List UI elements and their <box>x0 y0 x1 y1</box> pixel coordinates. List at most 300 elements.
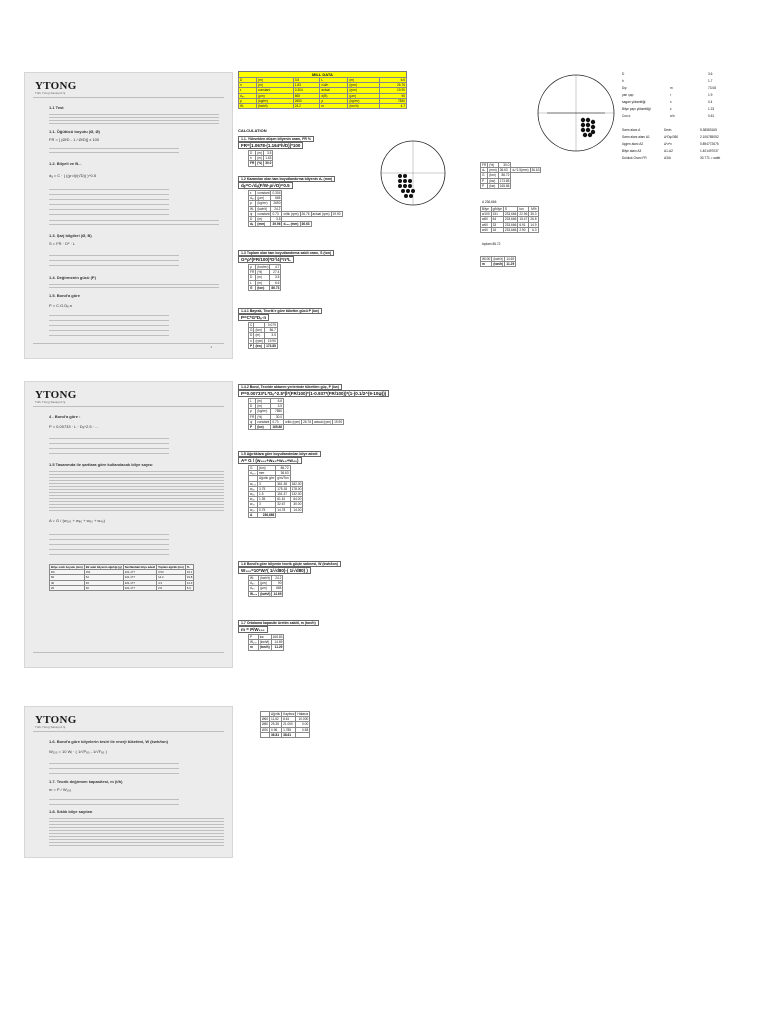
table-row <box>261 717 310 722</box>
table-cell: (kw) <box>488 183 498 188</box>
table-cell: Hatasız <box>297 712 309 716</box>
table-cell: actual <box>320 88 348 93</box>
table-row <box>249 151 273 156</box>
table-cell: Ağırlık g/m <box>259 476 275 481</box>
logo-subtitle: Türk Ytong Sanayi A.Ş. <box>35 400 66 404</box>
table-cell: 86.7 <box>265 328 278 333</box>
table-cell: w60 <box>481 222 492 227</box>
table-cell: (m) <box>257 151 263 155</box>
table-cell: 14.69 <box>271 640 284 645</box>
table-cell: (kw) <box>488 178 498 183</box>
table-cell: 7850 <box>380 98 407 103</box>
table-cell: L <box>249 399 256 404</box>
scanned-document-page-1 <box>24 72 233 359</box>
table-cell: (μm) <box>257 93 294 98</box>
table-cell: Wᵢ <box>239 104 257 109</box>
table-cell: d₈₀ <box>249 586 259 591</box>
table-cell: w₁₀₀ <box>250 481 257 486</box>
mill-data-title: MILL DATA <box>238 71 407 79</box>
table-cell: 32.67 <box>276 502 290 507</box>
section-table <box>248 190 343 227</box>
table-cell: (kwh/t) <box>256 206 271 211</box>
table-cell: 0.73 <box>271 419 284 424</box>
table-cell: constant <box>257 88 294 93</box>
table-cell: 4.7 <box>270 265 281 270</box>
table-cell: 1.35 <box>258 497 276 502</box>
table-cell: 21.000 <box>282 722 296 727</box>
table-cell: actual (rpm) <box>312 211 330 216</box>
table-row <box>249 645 284 650</box>
table-cell: 30.00 <box>290 502 303 507</box>
calc-cell: 0.894772675 <box>700 142 719 146</box>
table-cell: ε <box>239 88 257 93</box>
table-cell: 36.63 <box>301 222 310 227</box>
param-cell: 1.23 <box>708 107 715 111</box>
scanned-document-page-2 <box>24 381 233 668</box>
table-cell: 3.5 <box>271 217 282 222</box>
table-cell: m <box>320 104 348 109</box>
table-cell: P <box>481 183 488 188</box>
section-heading: 4 - Bond'a göre : <box>49 414 81 419</box>
table-cell: 665 <box>271 196 282 201</box>
calc-cell: A3/A <box>664 156 671 160</box>
table-cell: 10.000 <box>296 717 310 722</box>
table-cell: Ağırlık <box>271 712 281 716</box>
table-cell: (kw) <box>254 343 265 348</box>
table-cell: critic (rpm) <box>283 211 299 216</box>
section-heading: 1.5. Bond'a göre <box>49 293 80 298</box>
table-cell: D <box>249 217 256 222</box>
section-heading: 1.2. Bilyeli ve B... <box>49 161 82 166</box>
calc-cell: 1.401497037 <box>700 149 719 153</box>
table-cell: 0.73 <box>271 211 282 216</box>
table-cell: ρ <box>249 409 256 414</box>
table-cell: 27.4 <box>270 270 281 275</box>
table-cell: 36.81 <box>270 732 282 737</box>
table-cell: 90 <box>272 581 283 586</box>
table-cell: 173.85 <box>266 343 276 348</box>
table-cell: 0.75 <box>258 507 276 512</box>
section-table <box>248 322 278 349</box>
table-cell: FR <box>250 270 255 275</box>
table-cell: 7850 <box>271 409 284 414</box>
table-cell: 16 <box>491 227 503 232</box>
table-cell: P <box>250 343 253 348</box>
table-cell: (ton) <box>254 328 265 333</box>
table-cell: L <box>320 78 348 83</box>
table-cell: W₁₀₀ <box>250 591 258 596</box>
calc-cell: 30.771 = sabit <box>700 156 721 160</box>
table-cell: FR <box>250 414 255 419</box>
table-cell: 236,666 <box>258 512 276 517</box>
table-cell: (kg/m³) <box>348 98 380 103</box>
section-heading: 1.5 Ağırlıklara göre boyutlandırılan bilye adedi <box>238 451 321 457</box>
table-cell: 64 <box>491 217 503 222</box>
table-cell: (kg/m³) <box>256 409 271 414</box>
table-cell: P <box>481 178 488 183</box>
table-cell: 0.304 <box>293 88 320 93</box>
param-cell: 1.7 <box>708 79 713 83</box>
table-cell: Bilye <box>481 207 492 212</box>
table-cell: (ton) <box>488 173 498 178</box>
table-cell: actual (rpm) <box>314 419 332 424</box>
table-cell: 22.96 <box>519 212 528 217</box>
param-cell: 0.4 <box>708 100 713 104</box>
section-table <box>248 398 344 430</box>
mill-data-table <box>238 77 407 109</box>
table-cell: 6.6 <box>270 280 281 285</box>
total-row: toplam 86.72 <box>482 242 501 246</box>
table-cell: constant <box>257 211 270 216</box>
table-cell: (m) <box>254 333 265 338</box>
ball-count-value: A 236,666 <box>482 200 497 204</box>
table-cell: (%) <box>256 270 270 275</box>
table-cell: 36.63 <box>276 471 290 476</box>
table-cell: 182.00 <box>291 481 302 486</box>
table-cell: 0.079 <box>265 323 278 328</box>
table-cell: w₄₀ <box>249 497 258 502</box>
table-cell: (mm) <box>489 168 497 173</box>
table-cell: (rpm) <box>255 338 264 343</box>
table-cell: (kwh/t) <box>493 257 503 261</box>
table-cell: (μm) <box>259 586 272 591</box>
table-cell: d₂₀₀ <box>250 471 256 476</box>
ball-size-table <box>260 711 310 738</box>
table-cell: d₈₀ <box>239 93 257 98</box>
table-cell: G <box>249 285 256 290</box>
table-cell: 2650 <box>271 201 282 206</box>
table-cell: 3.75 <box>258 486 276 491</box>
section-table <box>248 634 284 651</box>
table-cell: 0.96 <box>270 727 282 732</box>
table-cell: 11.62 <box>270 717 282 722</box>
table-cell: (rpm) <box>348 88 380 93</box>
table-cell: Ø80 <box>262 722 269 727</box>
table-cell: m <box>481 262 492 267</box>
table-cell: 132.00 <box>291 492 302 497</box>
table-cell: L <box>249 280 256 285</box>
section-formula: G=ρ*(FR/100)*D²/4)*π*L <box>238 256 294 263</box>
table-row <box>249 343 278 348</box>
table-cell: (mm) <box>256 222 271 227</box>
formula: P = C.G.Dₑ.n <box>49 303 73 308</box>
table-cell: (ton/m³) <box>257 265 269 269</box>
calc-cell: 2.106785052 <box>700 135 719 139</box>
calc-cell: Δ*Dψ/360 <box>664 135 679 139</box>
table-cell: ton <box>518 207 529 212</box>
table-cell: ρ <box>320 98 348 103</box>
table-cell: 165.86 <box>499 183 510 188</box>
table-cell: (ton/h) <box>348 104 380 109</box>
table-cell: 173.85 <box>499 178 510 183</box>
table-cell: dₑ*1.5(mm) <box>512 168 529 173</box>
table-cell: 1.83 <box>293 83 320 88</box>
table-cell: 86.72 <box>498 173 511 178</box>
table-cell: (μm) <box>259 581 272 586</box>
table-cell: 11.29 <box>271 645 284 650</box>
section-heading: 1.2 Kazanılan olan tam boyutlandırma bilyenin d₈ (mm) <box>238 176 335 182</box>
table-cell: 14.69 <box>506 257 515 261</box>
table-cell: 11.29 <box>506 262 515 267</box>
section-table <box>248 575 283 597</box>
table-cell: 64.00 <box>290 497 303 502</box>
table-cell: Wᵢ <box>249 206 256 211</box>
table-cell: G <box>250 328 253 333</box>
table-row <box>249 576 283 581</box>
calc-cell: Dmin <box>664 128 672 132</box>
table-cell: m <box>249 645 259 650</box>
table-row <box>249 512 303 517</box>
table-row <box>249 161 273 166</box>
table-cell: d₈₀ <box>250 196 255 201</box>
calc-cell: Δ*z*x <box>664 142 672 146</box>
table-row <box>261 732 310 737</box>
table-cell: (m) <box>257 83 294 88</box>
table-cell: G <box>481 173 488 178</box>
table-cell: 86.73 <box>271 285 280 290</box>
table-cell: ε <box>249 191 256 196</box>
table-cell: mm <box>258 471 276 476</box>
table-cell: (m) <box>256 404 271 409</box>
param-cell: D <box>622 72 625 76</box>
table-cell: 4.7 <box>380 104 407 109</box>
calc-cell: Sarm alanı A <box>622 128 641 132</box>
param-cell: yarı çap <box>622 93 634 97</box>
table-cell: 233,666 <box>504 227 517 232</box>
table-cell: 0.00 <box>296 722 310 727</box>
bilye-table: Bilye sınıfı boyutu (mm) Bir adet bilyenin ağırlığı (g) Sınıflardaki bilye adedi Toplam ağırlık (ton) % D0 151 221,177 3.53 15.1 60 64 221,177 14.2 19.8 40 33 221,177 4.3 14.3 20 16 221,177 2.8 6.3 <box>51 565 193 590</box>
table-cell: 15.47 <box>519 217 528 222</box>
table-cell: 6.3 <box>529 227 538 232</box>
table-cell: (m) <box>348 78 380 83</box>
table-cell: 14.69 <box>273 591 282 596</box>
table-row <box>249 581 283 586</box>
table-cell: 6.6 <box>271 399 284 404</box>
table-cell: constant <box>257 191 270 195</box>
table-cell: (%) <box>488 163 498 168</box>
table-cell: D <box>239 78 257 83</box>
section-formula: P=C*G*Dₑ·n <box>238 314 269 321</box>
result-table <box>480 162 541 189</box>
ball-distribution-table <box>480 206 539 233</box>
section-heading: 1.1 Test <box>49 105 64 110</box>
formula: A = G / (w₁₀₀ + w₈₀ + w₆₀ + w₄₀) <box>49 518 105 523</box>
table-cell: M% <box>529 207 538 212</box>
table-cell: 61.61 <box>276 497 290 502</box>
table-row <box>261 727 310 732</box>
table-cell: 3.5 <box>265 333 278 338</box>
table-cell: 3.5 <box>293 78 320 83</box>
table-cell: 14.9 <box>530 222 537 227</box>
table-cell: 36.63 <box>531 168 540 173</box>
page-number: 1 <box>210 345 212 349</box>
table-cell: kw <box>258 635 271 640</box>
table-cell: 30.0 <box>271 414 284 419</box>
table-cell: 14.00 <box>290 507 303 512</box>
table-cell: 24.2 <box>272 576 283 581</box>
table-cell: (m) <box>256 280 270 285</box>
table-cell: 175.18 <box>276 486 290 491</box>
table-cell: 3.5 <box>270 275 281 280</box>
table-row <box>249 591 283 596</box>
table-cell: 0.304 <box>272 191 281 195</box>
section-heading: 1.5 Tasarımda ile şartlara göre kullanılacak bilye sayısı <box>49 462 153 467</box>
table-cell: G <box>249 466 258 471</box>
table-cell: D <box>250 333 253 338</box>
table-cell: 19.90 <box>380 88 407 93</box>
table-cell: (m) <box>257 156 263 161</box>
table-cell: h <box>249 156 256 161</box>
section-table <box>248 264 281 291</box>
table-cell: 665 <box>293 93 320 98</box>
table-cell: 90 <box>380 93 407 98</box>
table-cell <box>296 732 310 737</box>
table-cell: 26.76 <box>301 211 310 216</box>
table-cell: (m) <box>256 399 271 404</box>
calc-cell: Doluluk Oranı FR <box>622 156 647 160</box>
section-heading: 1.1. Yüksekten düşen bilyenin oranı, FR % <box>238 136 314 142</box>
table-cell: Ø60 <box>262 717 269 722</box>
table-cell: (kwh/t) <box>257 104 294 109</box>
table-cell: A <box>249 512 258 517</box>
table-cell: 86.72 <box>276 466 290 471</box>
table-row <box>481 257 516 262</box>
table-cell: (%) <box>256 414 271 419</box>
table-cell: c/d/n <box>320 83 348 88</box>
section-heading: 1.8. Sıklık bilye sayıları <box>49 809 93 814</box>
table-cell: (μm) <box>256 196 271 201</box>
table-cell: (m) <box>256 275 270 280</box>
table-cell: w₆₀ <box>249 492 258 497</box>
table-cell: 165.83 <box>272 635 283 639</box>
section-table <box>248 150 273 167</box>
table-cell: W100 <box>482 257 491 261</box>
ytong-logo: YTONG <box>35 714 77 726</box>
table-cell: 151.37 <box>276 492 290 497</box>
table-cell: critic (rpm) <box>285 419 301 424</box>
table-cell: dₑ <box>481 168 488 173</box>
table-row <box>239 104 407 109</box>
table-cell: (ton) <box>258 466 276 471</box>
energy-capacity-table <box>480 256 516 267</box>
table-cell: 2650 <box>293 98 320 103</box>
table-cell: 26.76 <box>380 83 407 88</box>
section-heading: 1.7 Ortalama kapasite üretim sabiti, m (ton/h) <box>238 620 319 626</box>
formula: S = FR · D² · L <box>49 241 76 246</box>
table-row <box>261 722 310 727</box>
formula: W₁₀₀ = 10 Wᵢ · ( 1/√P₈₀ - 1/√F₈₀ ) <box>49 749 107 754</box>
table-cell: 25.35 <box>270 722 282 727</box>
table-cell: 30.0 <box>265 161 272 166</box>
table-cell: (ton/h) <box>493 262 504 267</box>
table-cell: FR <box>482 163 487 167</box>
table-row <box>249 586 283 591</box>
table-cell: 19.90 <box>334 419 343 424</box>
table-cell: 1.5 <box>258 492 276 497</box>
param-cell: Bilye çapı yüksekliği <box>622 107 651 111</box>
param-cell: sagan yüksekliği <box>622 100 646 104</box>
table-row <box>249 222 343 227</box>
table-cell: w100 <box>482 212 490 217</box>
table-cell: w80 <box>481 217 492 222</box>
table-cell: Kayıtsız <box>283 712 295 716</box>
mill-cross-section-diagram-small <box>378 138 448 208</box>
table-cell: w₈₀ <box>249 486 258 491</box>
table-cell: Ø20 <box>262 727 269 732</box>
table-cell: (kg/m³) <box>257 98 294 103</box>
table-cell: 30.0 <box>498 163 511 168</box>
table-cell: D <box>249 404 256 409</box>
table-cell: w₃₀ <box>249 502 258 507</box>
table-cell: 165.86 <box>272 425 283 430</box>
table-cell: (μm) <box>348 93 380 98</box>
table-cell: 19.90 <box>332 211 341 216</box>
table-cell: 33 <box>491 222 503 227</box>
table-cell: Wᵢ <box>249 576 259 581</box>
formula: m = P / W₁₀₀ <box>49 787 72 792</box>
table-cell: 26.76 <box>303 419 312 424</box>
section-table <box>248 465 303 518</box>
table-cell: (kg/m³) <box>256 201 271 206</box>
table-cell: P <box>249 425 256 430</box>
param-cell: 0.61 <box>708 114 715 118</box>
table-cell: 2.90 <box>518 227 529 232</box>
table-row: D0 151 221,177 3.53 15.1 <box>51 570 193 575</box>
calc-cell: üçgen alanı A2 <box>622 142 644 146</box>
section-heading: 1.4.2 Bond, Teoride aktarım yerlerinde tüketilen güç, P (kw) <box>238 384 342 390</box>
param-cell: α/n <box>670 114 675 118</box>
table-cell: P <box>249 635 259 640</box>
table-cell: 14.78 <box>276 507 290 512</box>
table-row: 60 64 221,177 14.2 19.8 <box>51 575 193 580</box>
section-formula: m = P/W₁₀₀ <box>238 626 268 633</box>
section-heading: 1.7. Teorik değirmen kapasitesi, m (t/h) <box>49 779 123 784</box>
table-cell: (m) <box>256 217 271 222</box>
table-cell: 1.785 <box>282 727 296 732</box>
logo-subtitle: Türk Ytong Sanayi A.Ş. <box>35 91 66 95</box>
table-row <box>481 262 516 267</box>
section-heading: 1.3 Toplam olan tam boyutlandırma sabit oranı, S (ton) <box>238 250 334 256</box>
section-heading: 1.4.1 Bayrak, Teorik'e göre tüketim gücü P (kw) <box>238 308 322 314</box>
table-cell: 24.2 <box>271 206 282 211</box>
table-cell: 1.63 <box>265 156 272 161</box>
formula: FR = [ (Ø/D - 1 / Ø/D)] x 100 <box>49 137 100 142</box>
table-cell: 665 <box>272 586 283 591</box>
table-row <box>481 183 541 188</box>
ytong-logo: YTONG <box>35 80 77 92</box>
param-cell: Dψ <box>622 86 627 90</box>
table-cell: 19.90 <box>265 338 278 343</box>
calc-cell: Bilye alanı A3 <box>622 149 642 153</box>
table-row <box>249 285 281 290</box>
table-row <box>481 212 539 217</box>
table-cell: 3.5 <box>264 151 273 156</box>
table-cell: ρ <box>249 265 256 270</box>
table-cell: 8.61 <box>282 717 296 722</box>
table-row <box>249 640 284 645</box>
table-cell: constant <box>257 419 270 424</box>
param-cell: r <box>670 93 672 97</box>
calculation-label: CALCULATION <box>238 128 267 133</box>
section-formula: P=0.00733*L*Dₑ^2.5*β*(FR/100)*(1-0.937*(FR/100))*(1-(0.1/2^(9-10ψ))) <box>238 390 389 397</box>
table-row <box>481 227 539 232</box>
table-row <box>249 201 343 206</box>
table-cell: 151 <box>491 212 503 217</box>
table-cell: d₂₀₀ (mm) <box>283 222 299 227</box>
table-cell: d(B) <box>320 93 348 98</box>
table-cell: FR <box>250 161 255 166</box>
section-formula: W₁₀₀=10*Wᵢ*( 1/√d80)-( 1/√d80) ) <box>238 567 311 574</box>
